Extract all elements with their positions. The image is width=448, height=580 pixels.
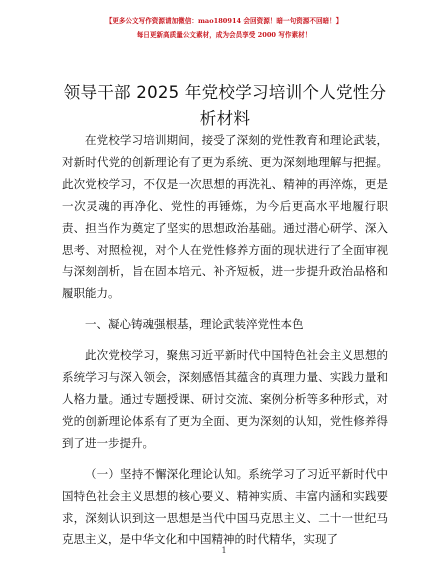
document-body: [62, 130, 388, 551]
document-title: 领导干部 2025 年党校学习培训个人党性分析材料: [63, 83, 387, 128]
page-number: 1: [221, 546, 227, 555]
promo-banner-line-2: 每日更新高质量公文素材，成为会员享受 2000 写作素材！: [136, 31, 312, 39]
section-heading: 一、凝心铸魂强根基，理论武装淬党性本色: [85, 317, 304, 332]
subsection-paragraph: （一）坚持不懈深化理论认知。系统学习了习近平新时代中国特色社会主义思想的核心要义、精神实质、丰富内涵和实践要求，深刻认识到这一思想是当代中国马克思主义、二十一世纪马克思主义，是中华文化和中国精神的时代精华，实现了: [62, 466, 388, 547]
promo-banner-line-1: 【更多公文写作资源请加微信：mao180914 会回资源！暗一句资源不回暗！】: [105, 17, 343, 25]
section-paragraph: 此次党校学习，聚焦习近平新时代中国特色社会主义思想的系统学习与深入领会，深刻感悟其蕴含的真理力量、实践力量和人格力量。通过专题授课、研讨交流、案例分析等多种形式，对党的创新理论体系有了更为全面、更为深刻的认知，党性修养得到了进一步提升。: [62, 348, 388, 450]
intro-paragraph: 在党校学习培训期间，接受了深刻的党性教育和理论武装，对新时代党的创新理论有了更为系统、更为深刻地理解与把握。此次党校学习，不仅是一次思想的再洗礼、精神的再淬炼，更是一次灵魂的再净化、党性的再锤炼，为今后更高水平地履行职责、担当作为奠定了坚实的思想政治基础。通过潜心研学、深入思考、对照检视，对个人在党性修养方面的现状进行了全面审视与深刻剖析，旨在固本培元、补齐短板，进一步提升政治品格和履职能力。: [62, 133, 388, 301]
